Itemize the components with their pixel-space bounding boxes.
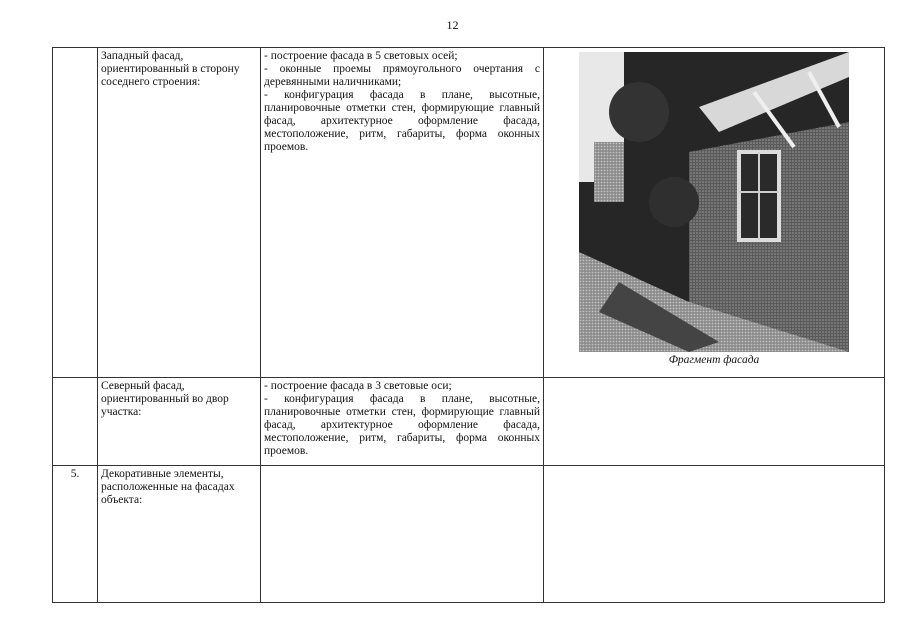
description-line: - построение фасада в 3 световые оси; [264,380,452,392]
row-number [53,378,98,466]
page-number: 12 [446,18,459,32]
table-row-decorative-elements [53,466,885,603]
description-line: - построение фасада в 5 световых осей; [264,50,458,62]
document-table [52,47,885,603]
photo-caption: Фрагмент фасада [668,354,760,366]
table-row-north-facade [53,378,885,466]
element-name: Западный фасад, ориентированный в сторону соседнего строения: [98,48,261,378]
description-line: - конфигурация фасада в плане, высотные, планировочные отметки стен, формирующие главный фасад, архитектурное оформление фасада, местоположение, ритм, габариты, форма оконных проемов. [264,393,540,457]
empty-photo-cell [544,466,885,603]
empty-photo-cell [544,378,885,466]
facade-photo [579,52,849,352]
element-name: Северный фасад, ориентированный во двор участка: [98,378,261,466]
facade-photo-image [579,52,849,352]
element-description [261,466,544,603]
row-number [53,48,98,378]
row-number: 5. [53,466,98,603]
table-row-west-facade [53,48,885,378]
description-line: - оконные проемы прямоугольного очертания с деревянными наличниками; [264,63,540,88]
photo-cell [544,48,885,378]
element-description [261,378,544,466]
description-line: - конфигурация фасада в плане, высотные, планировочные отметки стен, формирующие главный фасад, архитектурное оформление фасада, местоположение, ритм, габариты, форма оконных проемов. [264,89,540,153]
element-description [261,48,544,378]
element-name: Декоративные элементы, расположенные на фасадах объекта: [98,466,261,603]
